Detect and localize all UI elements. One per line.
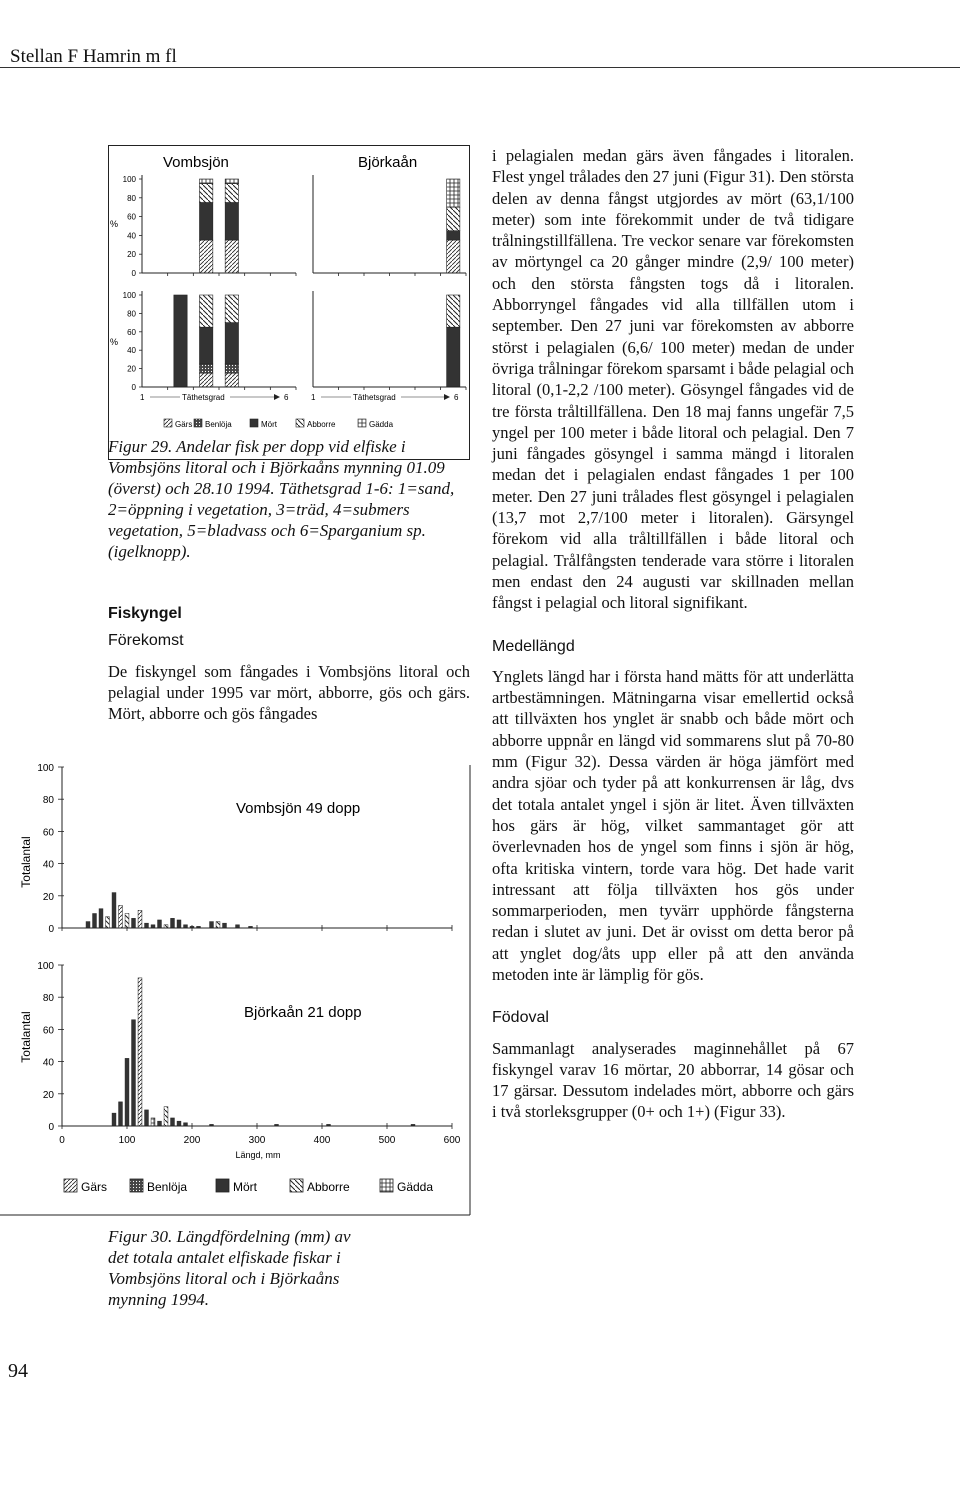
fig30-ytick-label: 20 — [42, 1089, 54, 1101]
fig29-bar-mort — [199, 203, 212, 241]
paragraph-forekomst-left: De fiskyngel som fångades i Vombsjöns litoral och pelagial under 1995 var mört, abborre, gös och gärs. Mört, abborre och gös fångades — [108, 661, 470, 724]
fig30-bar-abborre — [106, 917, 110, 928]
fig29-bar-benloja — [225, 364, 238, 373]
fig29-bar-mort — [447, 231, 460, 240]
fig29-ytick-label: 40 — [127, 346, 136, 356]
fig30-legend-swatch-benloja — [130, 1179, 143, 1192]
fig30-legend-label-gadda: Gädda — [397, 1180, 434, 1194]
fig30-xtick-label: 600 — [443, 1135, 461, 1146]
fig30-y-label-top: Totalantal — [19, 836, 33, 888]
section-heading-fiskyngel: Fiskyngel — [108, 605, 182, 622]
fig30-legend-swatch-abborre — [290, 1179, 303, 1192]
fig30-legend-label-abborre: Abborre — [307, 1180, 350, 1194]
fig29-bar-gars — [225, 240, 238, 273]
fig30-bar-mort — [177, 920, 181, 928]
left-column-text — [108, 603, 470, 724]
fig29-x-arrowhead — [444, 394, 450, 400]
fig30-bar-gars — [138, 910, 142, 928]
fig29-x-end: 6 — [454, 393, 459, 402]
figure-30-caption — [108, 1226, 373, 1310]
fig30-title-bottom: Björkaån 21 dopp — [244, 1004, 362, 1021]
fig29-ytick-label: 0 — [131, 269, 136, 278]
fig29-ytick-label: 20 — [127, 250, 136, 260]
fig29-legend-label-abborre: Abborre — [307, 420, 336, 429]
fig30-bar-abborre — [164, 1107, 168, 1126]
fig30-bar-mort — [210, 922, 214, 928]
fig29-bar-gadda — [199, 179, 212, 184]
fig30-xtick-label: 200 — [183, 1135, 201, 1146]
fig29-x-arrowhead — [274, 394, 280, 400]
fig29-bar-mort — [199, 327, 212, 364]
running-header: Stellan F Hamrin m fl — [10, 46, 177, 67]
section-heading-fodoval: Födoval — [492, 1009, 549, 1027]
paragraph-medellangd: Ynglets längd har i första hand mätts för att underlätta artbestämningen. Mätningarna visar emellertid också att tillväxten hos ynglet är snabb och både mört och abborre uppnår en längd vid sommarens slut på 70-80 mm (Figur 32). Dessa värden är höga jämfört med andra sjöar och tyder på att konkurrensen är låg, dvs det totala antalet yngel i sjön är litet. Även tillväxten hos gärs är hög, vilket sammantaget gör att överlevnaden hos de yngel som finns i sjön är hög, ofta kritiska vintern, torde vara hög. Det hade varit intressant att följa tillväxten hos gös under sommarperioden, men tyvärr upphörde fångsterna redan i slutet av juni. Det är ovisst om detta beror på att ynglet dog/åts upp eller på att den använda metoden inte är lämplig för gös. — [492, 666, 854, 984]
paragraph-right-1: i pelagialen medan gärs även fångades i litoralen. Flest yngel trålades den 27 juni (Figur 31). Den största delen av denna fångst utgjordes av mört (63,1/100 meter) som inte förekommit under de två tidigare trålningstillfällena. Tre veckor senare var förekomsten av mörtyngel ca 20 gånger mindre (2,9/ 100 meter) och den största fångsten togs då i litoralen. Abborryngel fångades vid alla tillfällen utom i september. Den 27 juni var förekomsten av abborre störst i pelagialen (6,6/ 100 meter) medan de under övriga trålningar förekom sparsamt i både pelagial och litoral (0,1-2,2 /100 meter). Gösyngel fångades vid de tre första tråltillfällena. Den 18 maj fanns ungefär 7,5 yngel per 100 meter i både litoral och pelagial. Den 7 juni fångades gösyngel i samma mängd i litoralen medan det i pelagialen endast fångades 1 per 100 meter. Den 27 juni trålades flest gösyngel i pelagialen (13,7 mot 2,7/100 meter i litoralen). Gärsyngel förekom vid alla tråltillfällen i både litoral och pelagial. Trålfångsten tenderade vara större i litoralen men endast den 24 augusti var skillnaden mellan fångst i pelagial och litoral signifikant. — [492, 146, 854, 613]
fig30-legend-label-benloja: Benlöja — [147, 1180, 188, 1194]
fig29-ytick-label: 0 — [131, 383, 136, 392]
fig30-bar-gadda — [151, 1118, 155, 1126]
fig29-x-label: Täthetsgrad — [182, 393, 225, 402]
fig30-ytick-label: 20 — [42, 891, 54, 903]
fig29-ytick-label: 20 — [127, 364, 136, 374]
fig29-y-unit-top: % — [110, 219, 119, 229]
fig29-legend-label-gars: Gärs — [175, 420, 193, 429]
fig29-bar-abborre — [225, 184, 238, 203]
fig29-ytick-label: 60 — [127, 327, 136, 337]
fig30-bar-mort — [145, 1110, 149, 1126]
fig30-x-label: Längd, mm — [235, 1150, 281, 1160]
fig30-ytick-label: 80 — [42, 795, 54, 807]
fig30-title-top: Vombsjön 49 dopp — [236, 800, 361, 817]
fig30-ytick-label: 80 — [42, 993, 54, 1005]
fig30-legend-swatch-mort — [216, 1179, 229, 1192]
fig30-xtick-label: 300 — [248, 1135, 266, 1146]
figure-29-frame — [109, 146, 470, 460]
fig29-legend-swatch-gars — [164, 419, 172, 427]
fig30-ytick-label: 60 — [42, 827, 54, 839]
fig30-bar-mort — [112, 893, 116, 928]
fig30-bar-mort — [86, 922, 90, 928]
right-column-text — [492, 145, 854, 1123]
fig30-bar-mort — [119, 1102, 123, 1126]
fig30-y-label-bottom: Totalantal — [19, 1011, 33, 1063]
fig30-ytick-label: 100 — [37, 763, 54, 774]
header-rule — [0, 67, 960, 68]
fig30-xtick-label: 100 — [118, 1135, 136, 1146]
fig29-x-end: 6 — [284, 393, 289, 402]
fig29-legend-swatch-benloja — [194, 419, 202, 427]
fig29-legend-label-benloja: Benlöja — [205, 420, 232, 429]
fig29-legend-swatch-mort — [250, 419, 258, 427]
fig29-legend-label-gadda: Gädda — [369, 420, 394, 429]
fig29-x-start: 1 — [140, 393, 145, 402]
fig29-x-label: Täthetsgrad — [353, 393, 396, 402]
subheading-forekomst: Förekomst — [108, 632, 184, 650]
fig29-bar-abborre — [199, 184, 212, 203]
fig30-xtick-label: 500 — [378, 1135, 396, 1146]
fig30-bar-mort — [125, 1058, 129, 1126]
fig30-bar-mort — [132, 1020, 136, 1126]
fig29-bar-mort — [225, 203, 238, 241]
page-number: 94 — [8, 1360, 28, 1382]
fig29-bar-gars — [225, 373, 238, 387]
fig30-ytick-label: 0 — [48, 1122, 54, 1133]
fig30-legend-label-mort: Mört — [233, 1180, 257, 1194]
fig30-legend-label-gars: Gärs — [81, 1180, 108, 1194]
fig30-legend-swatch-gadda — [380, 1179, 393, 1192]
fig29-bar-mort — [174, 295, 187, 387]
fig29-bar-mort — [447, 327, 460, 387]
fig30-bar-mort — [158, 920, 162, 928]
fig29-title-lake: Vombsjön — [163, 154, 229, 171]
fig29-ytick-label: 100 — [122, 175, 136, 184]
fig30-ytick-label: 100 — [37, 961, 54, 972]
fig29-ytick-label: 80 — [127, 193, 136, 203]
fig29-legend-swatch-abborre — [296, 419, 304, 427]
paragraph-fodoval: Sammanlagt analyserades maginnehållet på 67 fiskyngel varav 16 mörtar, 20 abborrar, 14 gösar och 17 gärsar. Dessutom indelades mört, abborre och gärs i två storleksgrupper (0+ och 1+) (Figur 33). — [492, 1038, 854, 1122]
fig30-bar-abborre — [125, 914, 129, 928]
fig29-bar-gars — [199, 240, 212, 273]
fig30-ytick-label: 60 — [42, 1025, 54, 1037]
fig30-bar-mort — [132, 918, 136, 928]
figure-29-caption-text: Figur 29. Andelar fisk per dopp vid elfiske i Vombsjöns litoral och i Björkaåns mynning 01.09 (överst) och 28.10 1994. Täthetsgrad 1-6: 1=sand, 2=öppning i vegetation, 3=träd, 4=submers vegetation, 5=bladvass och 6=Sparganium sp. (igelknopp). — [108, 437, 455, 561]
fig29-bar-gadda — [447, 179, 460, 207]
fig29-bar-mort — [225, 323, 238, 364]
fig29-ytick-label: 40 — [127, 231, 136, 241]
fig30-bar-mort — [223, 923, 227, 928]
fig30-ytick-label: 40 — [42, 859, 54, 871]
fig30-bar-gars — [138, 978, 142, 1126]
fig30-bar-mort — [112, 1113, 116, 1126]
fig29-bar-abborre — [447, 207, 460, 231]
fig29-ytick-label: 100 — [122, 291, 136, 300]
fig29-bar-abborre — [225, 295, 238, 323]
fig30-ytick-label: 0 — [48, 924, 54, 935]
figure-29-caption — [108, 436, 470, 562]
fig29-x-start: 1 — [311, 393, 316, 402]
fig30-xtick-label: 0 — [59, 1135, 65, 1146]
fig29-bar-abborre — [447, 295, 460, 327]
section-heading-medellangd: Medellängd — [492, 637, 575, 655]
fig30-xtick-label: 400 — [313, 1135, 331, 1146]
figure-30-chart — [0, 745, 475, 1220]
fig29-bar-abborre — [199, 295, 212, 327]
fig29-ytick-label: 80 — [127, 309, 136, 319]
fig29-y-unit-bottom: % — [110, 337, 119, 347]
fig29-bar-benloja — [199, 364, 212, 373]
fig30-bar-mort — [145, 923, 149, 928]
fig29-bar-gars — [199, 373, 212, 387]
fig30-bar-mort — [177, 1121, 181, 1126]
fig30-bar-gars — [119, 905, 123, 928]
figure-30-caption-text: Figur 30. Längdfördelning (mm) av det totala antalet elfiskade fiskar i Vombsjöns litoral och i Björkaåns mynning 1994. — [108, 1227, 351, 1309]
fig30-bar-mort — [93, 914, 97, 928]
fig30-bar-mort — [171, 1118, 175, 1126]
figure-29-chart — [108, 145, 470, 460]
fig30-bar-mort — [158, 1121, 162, 1126]
fig29-title-river: Björkaån — [358, 154, 418, 171]
fig30-bar-abborre — [216, 922, 220, 928]
fig29-legend-swatch-gadda — [358, 419, 366, 427]
fig29-legend-label-mort: Mört — [261, 420, 277, 429]
fig30-bar-mort — [171, 918, 175, 928]
fig29-bar-gars — [447, 240, 460, 273]
fig30-bar-mort — [99, 909, 103, 928]
fig30-legend-swatch-gars — [64, 1179, 77, 1192]
fig29-ytick-label: 60 — [127, 212, 136, 222]
fig29-bar-gadda — [225, 179, 238, 184]
fig30-ytick-label: 40 — [42, 1057, 54, 1069]
